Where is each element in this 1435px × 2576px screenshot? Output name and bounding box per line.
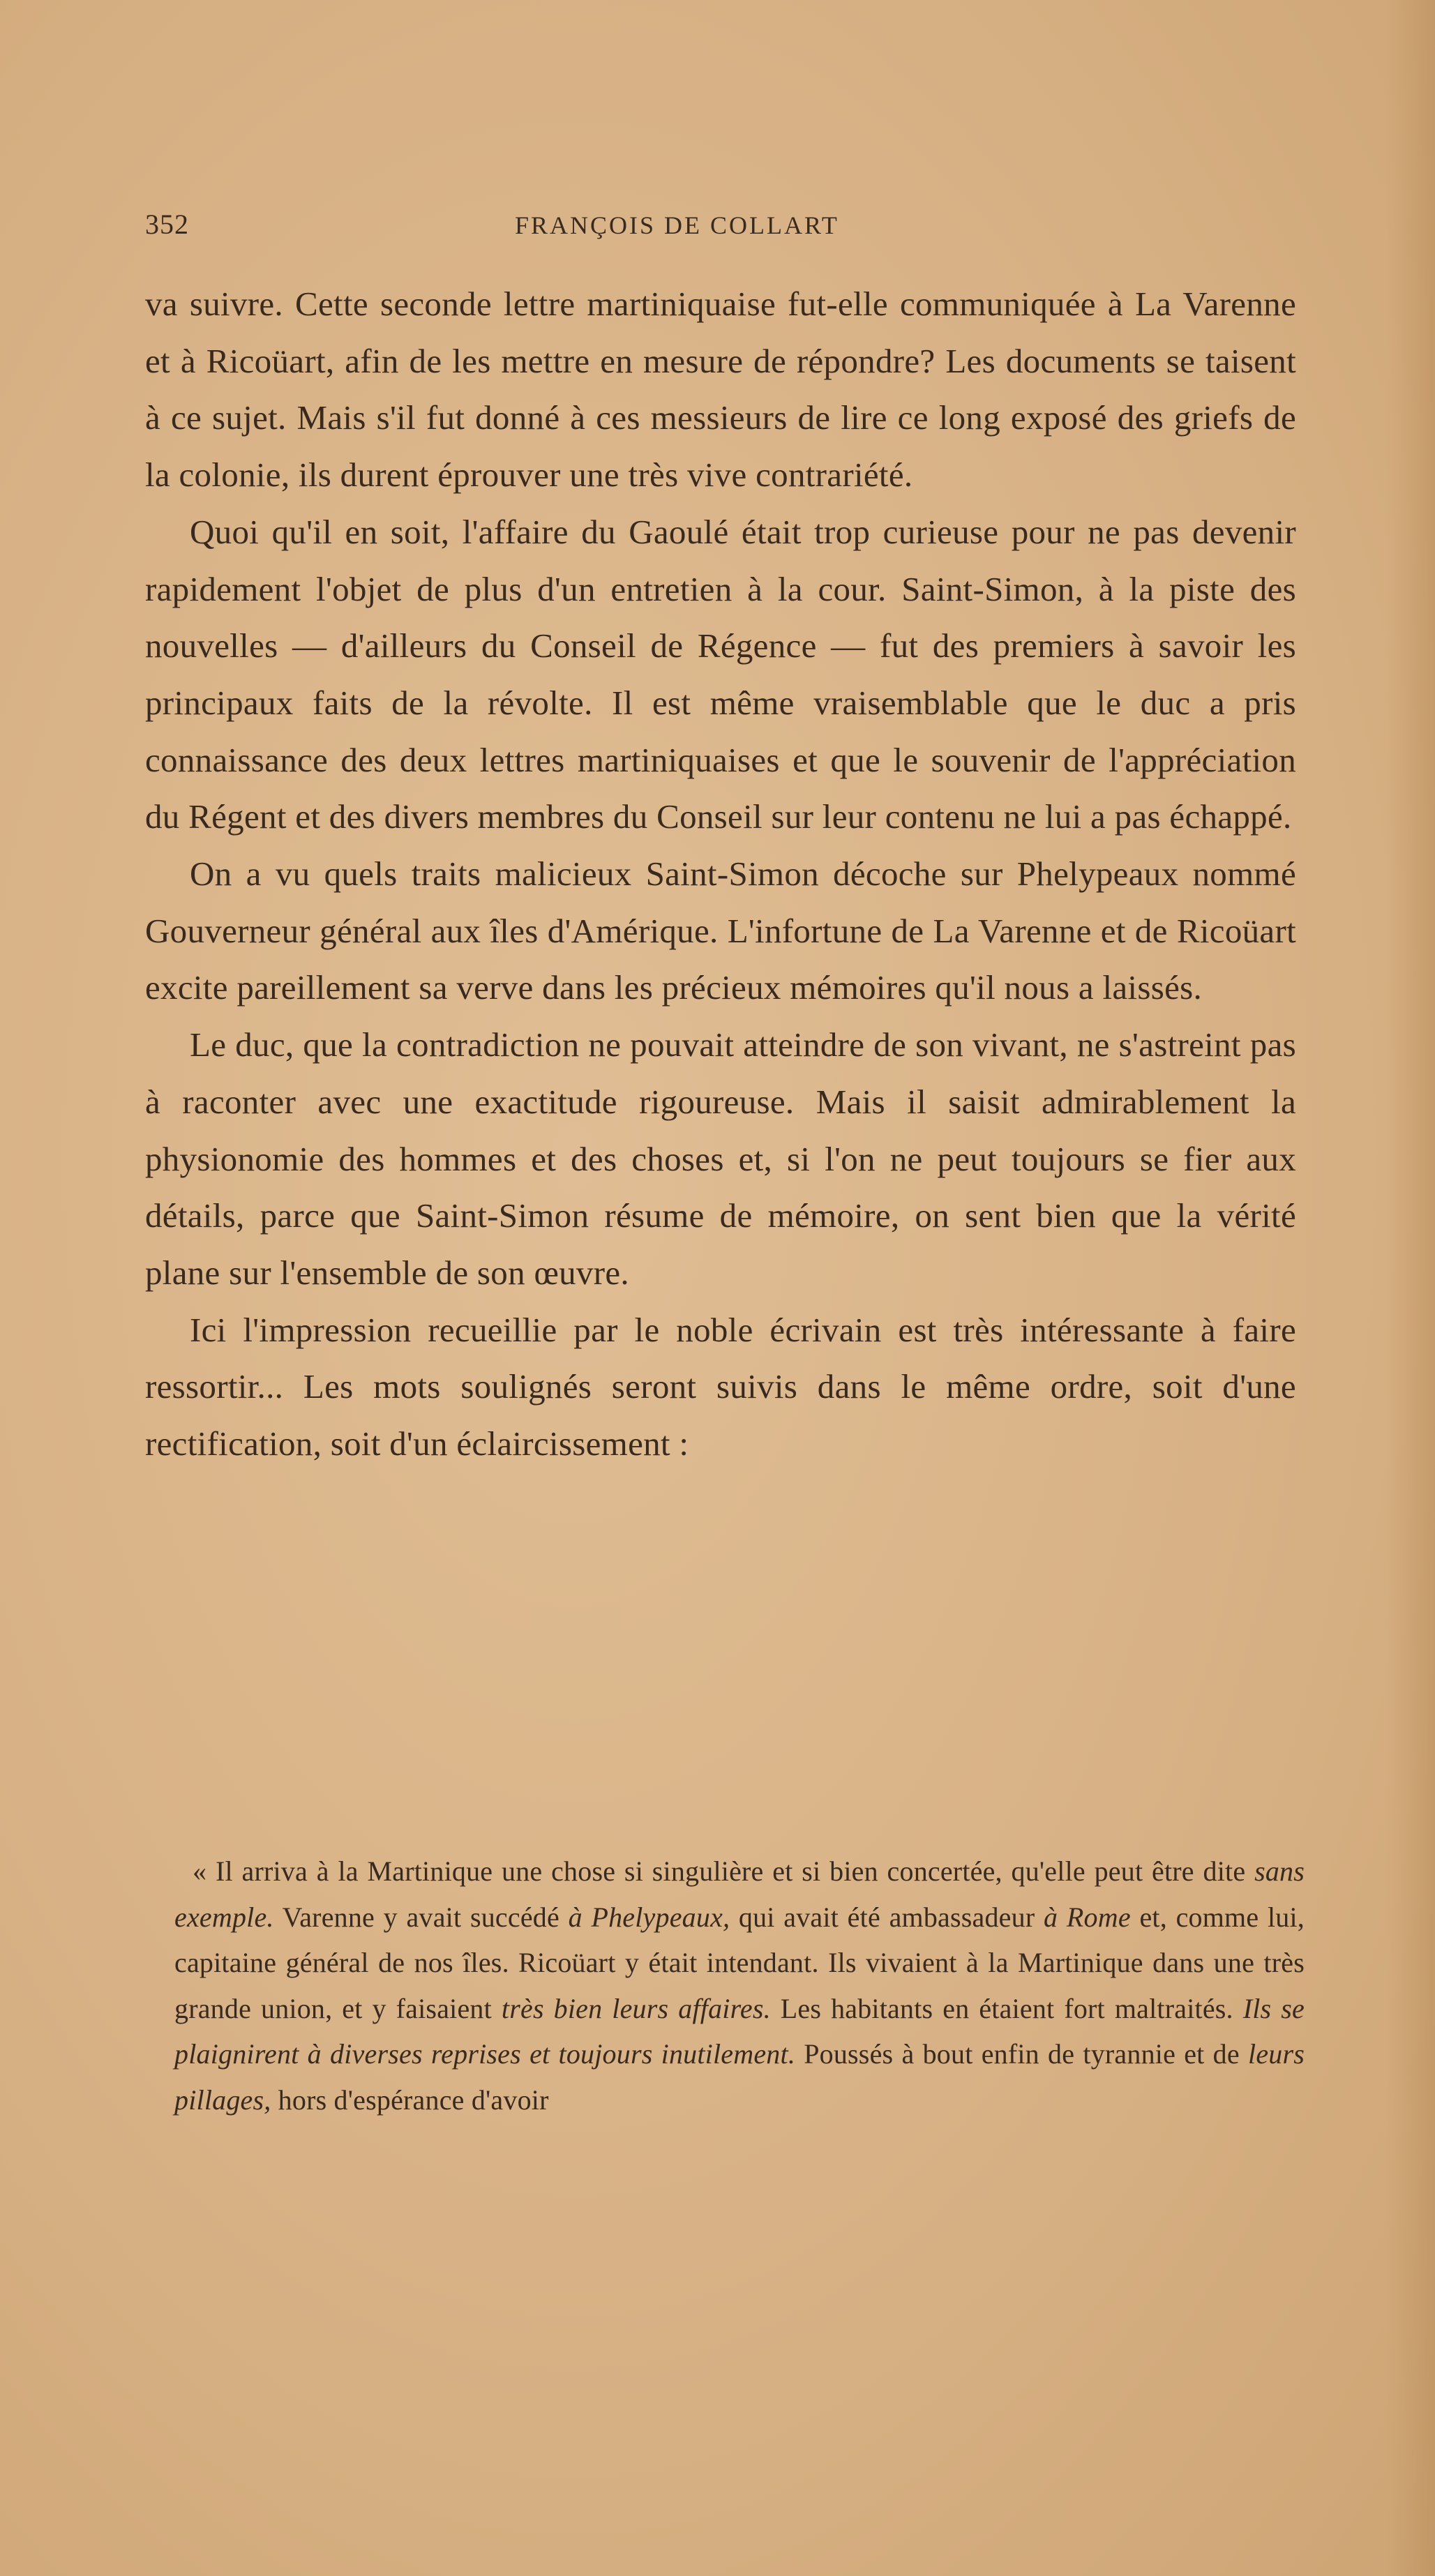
quote-text: Les habitants en étaient fort maltraités. bbox=[770, 1992, 1243, 2024]
quote-italic: à Phelypeaux, bbox=[568, 1901, 730, 1933]
paragraph-4: Le duc, que la contradiction ne pouvait atteindre de son vivant, ne s'astreint pas à raconter avec une exactitude rigoureuse. Mais il saisit admirablement la physionomie des hommes et des choses et, si l'on ne peut toujours se fier aux détails, parce que Saint-Simon résume de mémoire, on sent bien que la vérité plane sur l'ensemble de son œuvre. bbox=[145, 1025, 1296, 1292]
running-title: FRANÇOIS DE COLLART bbox=[515, 211, 839, 239]
quote-text: qui avait été ambassadeur bbox=[730, 1901, 1044, 1933]
saint-simon-quote bbox=[174, 1848, 1305, 2123]
quote-italic: très bien leurs affaires. bbox=[501, 1992, 771, 2024]
quote-text: « Il arriva à la Martinique une chose si singulière et si bien concertée, qu'elle peut être dite bbox=[193, 1855, 1255, 1887]
paragraph-5: Ici l'impression recueillie par le noble écrivain est très intéressante à faire ressortir... Les mots soulignés seront suivis dans le même ordre, soit d'une rectification, soit d'un éclaircissement : bbox=[145, 1310, 1296, 1463]
paragraph-2: Quoi qu'il en soit, l'affaire du Gaoulé était trop curieuse pour ne pas devenir rapidement l'objet de plus d'un entretien à la cour. Saint-Simon, à la piste des nouvelles — d'ailleurs du Conseil de Régence — fut des premiers à savoir les principaux faits de la révolte. Il est même vraisemblable que le duc a pris connaissance des deux lettres martiniquaises et que le souvenir de l'appréciation du Régent et des divers membres du Conseil sur leur contenu ne lui a pas échappé. bbox=[145, 512, 1296, 836]
page-header bbox=[145, 208, 1275, 250]
quote-text: et, comme lui, capitaine général de nos îles. Ricoüart y était intendant. Ils vivaient à la Martinique dans une très grande union, et y faisaient bbox=[174, 1901, 1305, 2024]
quote-text: Varenne y avait succédé bbox=[273, 1901, 569, 1933]
body-text bbox=[145, 276, 1296, 1472]
paragraph-3: On a vu quels traits malicieux Saint-Simon décoche sur Phelypeaux nommé Gouverneur général aux îles d'Amérique. L'infortune de La Varenne et de Ricoüart excite pareillement sa verve dans les précieux mémoires qu'il nous a laissés. bbox=[145, 854, 1296, 1007]
quote-text: hors d'espérance d'avoir bbox=[271, 2084, 549, 2116]
page-number: 352 bbox=[145, 209, 189, 240]
quote-paragraph bbox=[174, 1848, 1305, 2123]
quote-italic: leurs pillages, bbox=[174, 2038, 1305, 2116]
quote-italic: à Rome bbox=[1044, 1901, 1131, 1933]
page-edge-shadow bbox=[1386, 0, 1435, 2576]
quote-italic: Ils se plaignirent à diverses reprises et toujours inutilement. bbox=[174, 1992, 1305, 2070]
quote-italic: sans exemple. bbox=[174, 1855, 1305, 1933]
paragraph-1: va suivre. Cette seconde lettre martiniquaise fut-elle communiquée à La Varenne et à Ricoüart, afin de les mettre en mesure de répondre? Les documents se taisent à ce sujet. Mais s'il fut donné à ces messieurs de lire ce long exposé des griefs de la colonie, ils durent éprouver une très vive contrariété. bbox=[145, 285, 1296, 495]
quote-text: Poussés à bout enfin de tyrannie et de bbox=[795, 2038, 1248, 2070]
